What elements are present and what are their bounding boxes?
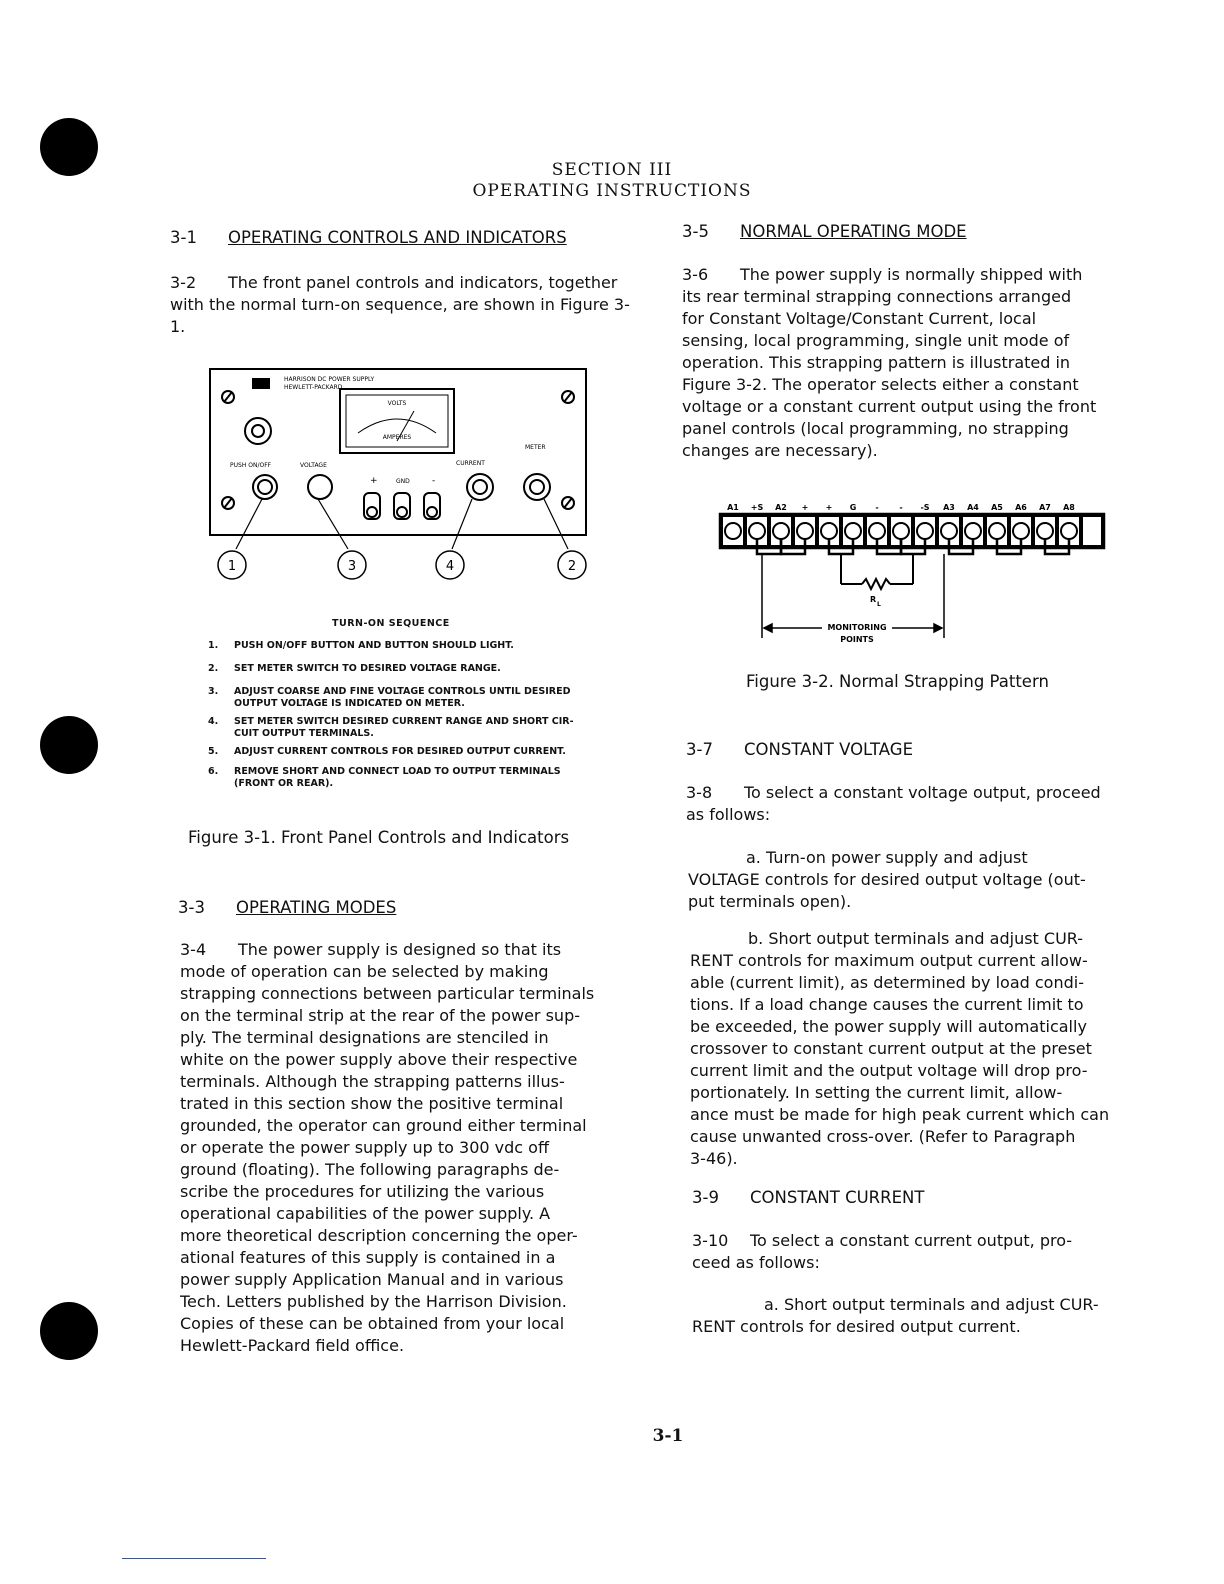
para-line: ational features of this supply is contained in a — [180, 1248, 556, 1267]
para-line: power supply Application Manual and in various — [180, 1270, 564, 1289]
page-number: 3-1 — [652, 1426, 684, 1446]
step-text-cont: OUTPUT VOLTAGE IS INDICATED ON METER. — [234, 698, 465, 709]
step-text: ADJUST CURRENT CONTROLS FOR DESIRED OUTPUT CURRENT. — [234, 746, 566, 757]
corner-screw-icon — [222, 391, 574, 509]
push-onoff-label: PUSH ON/OFF — [230, 462, 272, 469]
terminal-label: A4 — [967, 503, 979, 512]
footnote-rule — [122, 1558, 266, 1559]
heading-number: 3-5 — [682, 222, 709, 241]
terminal-label: - — [875, 503, 879, 512]
paragraph-3-2 — [170, 272, 630, 338]
step-text: SET METER SWITCH DESIRED CURRENT RANGE AND SHORT CIR- — [234, 716, 574, 727]
meter-volts-label: VOLTS — [387, 400, 407, 407]
sequence-step — [208, 686, 628, 710]
step-number: 4. — [208, 716, 219, 727]
terminal-label: A1 — [727, 503, 739, 512]
para-line: panel controls (local programming, no strapping — [682, 419, 1069, 438]
paragraph-3-8b — [690, 928, 1170, 1170]
step-text: SET METER SWITCH TO DESIRED VOLTAGE RANGE. — [234, 663, 501, 674]
para-line: put terminals open). — [688, 892, 852, 911]
sequence-step — [208, 663, 628, 675]
heading-title: CONSTANT VOLTAGE — [744, 740, 913, 759]
terminal-label: G — [849, 503, 857, 512]
terminal-label: + — [825, 503, 833, 512]
monitoring-label: MONITORING — [827, 623, 887, 632]
on-off-button-icon — [253, 475, 277, 499]
para-line: more theoretical description concerning the oper- — [180, 1226, 578, 1245]
para-line: 3-46). — [690, 1149, 738, 1168]
meter-frame — [340, 389, 454, 453]
paragraph-text: The front panel controls and indicators, together with the normal turn-on sequence, are shown in Figure 3-1. — [170, 273, 630, 336]
meter-scale — [358, 419, 436, 433]
para-line: on the terminal strip at the rear of the power sup- — [180, 1006, 580, 1025]
terminal-label: -S — [920, 503, 930, 512]
step-number: 6. — [208, 766, 219, 777]
figure-3-1-caption: Figure 3-1. Front Panel Controls and Indicators — [188, 828, 570, 847]
sequence-step — [208, 746, 628, 758]
para-line: Tech. Letters published by the Harrison Division. — [180, 1292, 567, 1311]
current-knob-icon — [467, 474, 493, 500]
callout-3: 3 — [347, 559, 357, 574]
turn-on-sequence-title: TURN-ON SEQUENCE — [332, 618, 450, 629]
terminal-label: A5 — [991, 503, 1003, 512]
para-line: as follows: — [686, 805, 771, 824]
para-text: The power supply is designed so that its — [238, 940, 562, 959]
terminal-label: +S — [750, 503, 764, 512]
meter-amperes-label: AMPERES — [382, 434, 412, 441]
callout-1: 1 — [227, 559, 237, 574]
paragraph-3-6 — [682, 264, 1172, 462]
para-line: operation. This strapping pattern is illustrated in — [682, 353, 1071, 372]
section-heading: SECTION III — [551, 160, 673, 180]
heading-title: OPERATING MODES — [236, 898, 397, 917]
para-line: ance must be made for high peak current which can — [690, 1105, 1110, 1124]
output-terminals-icon — [364, 493, 440, 519]
para-line: cause unwanted cross-over. (Refer to Paragraph — [690, 1127, 1076, 1146]
terminal-label: - — [899, 503, 903, 512]
para-line: mode of operation can be selected by making — [180, 962, 549, 981]
callout-4: 4 — [445, 559, 455, 574]
terminal-label: A6 — [1015, 503, 1027, 512]
heading-3-1 — [170, 228, 567, 247]
para-line: able (current limit), as determined by load condi- — [690, 973, 1084, 992]
para-line: b. Short output terminals and adjust CUR- — [748, 929, 1084, 948]
para-line: terminals. Although the strapping patterns illus- — [180, 1072, 565, 1091]
para-line: portionately. In setting the current limit, allow- — [690, 1083, 1063, 1102]
para-line: Figure 3-2. The operator selects either a constant — [682, 375, 1079, 394]
para-line: ply. The terminal designations are stenciled in — [180, 1028, 549, 1047]
binder-hole-bottom — [40, 1302, 98, 1360]
hp-logo-icon — [252, 378, 270, 389]
para-line: sensing, local programming, single unit mode of — [682, 331, 1070, 350]
para-line: operational capabilities of the power supply. A — [180, 1204, 551, 1223]
panel-brand-line2: HEWLETT-PACKARD — [284, 384, 343, 391]
step-text-cont: CUIT OUTPUT TERMINALS. — [234, 728, 374, 739]
heading-title: OPERATING CONTROLS AND INDICATORS — [228, 228, 567, 247]
callout-2: 2 — [567, 559, 577, 574]
para-line — [692, 1230, 1172, 1252]
sequence-step — [208, 766, 628, 790]
heading-3-9 — [692, 1188, 924, 1207]
para-line: scribe the procedures for utilizing the various — [180, 1182, 545, 1201]
para-text: To select a constant voltage output, proceed — [744, 783, 1101, 802]
para-line: current limit and the output voltage will drop pro- — [690, 1061, 1088, 1080]
section-subtitle: OPERATING INSTRUCTIONS — [472, 181, 752, 201]
para-line: or operate the power supply up to 300 vdc off — [180, 1138, 549, 1157]
paragraph-3-10a — [692, 1294, 1172, 1338]
heading-3-7 — [686, 740, 913, 759]
para-line: crossover to constant current output at the preset — [690, 1039, 1092, 1058]
heading-3-5 — [682, 222, 967, 241]
para-line: white on the power supply above their respective — [180, 1050, 578, 1069]
paragraph-number: 3-6 — [682, 265, 709, 284]
current-label: CURRENT — [456, 460, 485, 467]
terminal-label: A7 — [1039, 503, 1051, 512]
terminal-minus-label: - — [432, 476, 436, 486]
step-number: 2. — [208, 663, 219, 674]
meter-switch-label: METER — [525, 444, 546, 451]
para-text: To select a constant current output, pro- — [750, 1231, 1073, 1250]
paragraph-3-8 — [686, 782, 1166, 826]
heading-number: 3-1 — [170, 228, 197, 247]
para-line: its rear terminal strapping connections arranged — [682, 287, 1072, 306]
para-line: for Constant Voltage/Constant Current, local — [682, 309, 1037, 328]
paragraph-number: 3-8 — [686, 783, 713, 802]
terminal-label: + — [801, 503, 809, 512]
heading-3-3 — [178, 898, 396, 917]
para-line: RENT controls for maximum output current allow- — [690, 951, 1088, 970]
heading-title: NORMAL OPERATING MODE — [740, 222, 967, 241]
para-line: RENT controls for desired output current. — [692, 1317, 1021, 1336]
heading-number: 3-3 — [178, 898, 205, 917]
heading-number: 3-9 — [692, 1188, 719, 1207]
heading-number: 3-7 — [686, 740, 713, 759]
paragraph-number: 3-2 — [170, 273, 197, 292]
load-resistor-subscript: L — [877, 601, 881, 608]
turn-on-sequence-list — [208, 640, 628, 790]
terminal-label: A2 — [775, 503, 787, 512]
voltage-label: VOLTAGE — [300, 462, 327, 469]
terminal-strip-figure — [712, 496, 1112, 656]
para-line: changes are necessary). — [682, 441, 878, 460]
para-line: be exceeded, the power supply will automatically — [690, 1017, 1087, 1036]
step-number: 5. — [208, 746, 219, 757]
step-number: 1. — [208, 640, 219, 651]
para-line: Copies of these can be obtained from your local — [180, 1314, 565, 1333]
voltage-knob-icon — [308, 475, 332, 499]
para-line: ground (floating). The following paragraphs de- — [180, 1160, 560, 1179]
para-line — [682, 264, 1172, 286]
para-line: ceed as follows: — [692, 1253, 820, 1272]
load-resistor-label: R — [870, 595, 877, 604]
coarse-fine-knob-icon — [245, 418, 271, 444]
front-panel-figure — [200, 365, 600, 595]
sequence-step — [208, 716, 628, 740]
para-line: voltage or a constant current output using the front — [682, 397, 1097, 416]
terminal-labels — [727, 503, 1075, 512]
step-number: 3. — [208, 686, 219, 697]
para-line: tions. If a load change causes the current limit to — [690, 995, 1084, 1014]
para-line — [180, 939, 650, 961]
para-line — [686, 782, 1166, 804]
para-line: grounded, the operator can ground either terminal — [180, 1116, 587, 1135]
terminal-label: A3 — [943, 503, 955, 512]
para-line: a. Turn-on power supply and adjust — [746, 848, 1028, 867]
points-label: POINTS — [840, 635, 874, 644]
para-line: Hewlett-Packard field office. — [180, 1336, 405, 1355]
para-line: trated in this section show the positive terminal — [180, 1094, 564, 1113]
para-line: a. Short output terminals and adjust CUR- — [764, 1295, 1099, 1314]
para-line: VOLTAGE controls for desired output voltage (out- — [688, 870, 1086, 889]
step-text: PUSH ON/OFF BUTTON AND BUTTON SHOULD LIGHT. — [234, 640, 514, 651]
meter-switch-knob-icon — [524, 474, 550, 500]
sequence-step — [208, 640, 628, 652]
terminal-label: A8 — [1063, 503, 1075, 512]
terminal-gnd-label: GND — [396, 478, 410, 485]
panel-brand-line1: HARRISON DC POWER SUPPLY — [284, 376, 375, 383]
step-text-cont: (FRONT OR REAR). — [234, 778, 334, 789]
paragraph-3-8a — [688, 847, 1168, 913]
step-text: ADJUST COARSE AND FINE VOLTAGE CONTROLS UNTIL DESIRED — [234, 686, 571, 697]
paragraph-3-4 — [180, 939, 650, 1357]
paragraph-number: 3-10 — [692, 1231, 729, 1250]
terminal-plus-label: + — [370, 476, 378, 486]
figure-3-2-caption: Figure 3-2. Normal Strapping Pattern — [746, 672, 1049, 691]
paragraph-number: 3-4 — [180, 940, 207, 959]
load-resistor-icon — [841, 554, 913, 589]
paragraph-3-10 — [692, 1230, 1172, 1274]
callout-circles — [218, 551, 586, 579]
para-line: strapping connections between particular terminals — [180, 984, 595, 1003]
binder-hole-middle — [40, 716, 98, 774]
para-text: The power supply is normally shipped with — [740, 265, 1083, 284]
heading-title: CONSTANT CURRENT — [750, 1188, 925, 1207]
step-text: REMOVE SHORT AND CONNECT LOAD TO OUTPUT TERMINALS — [234, 766, 561, 777]
